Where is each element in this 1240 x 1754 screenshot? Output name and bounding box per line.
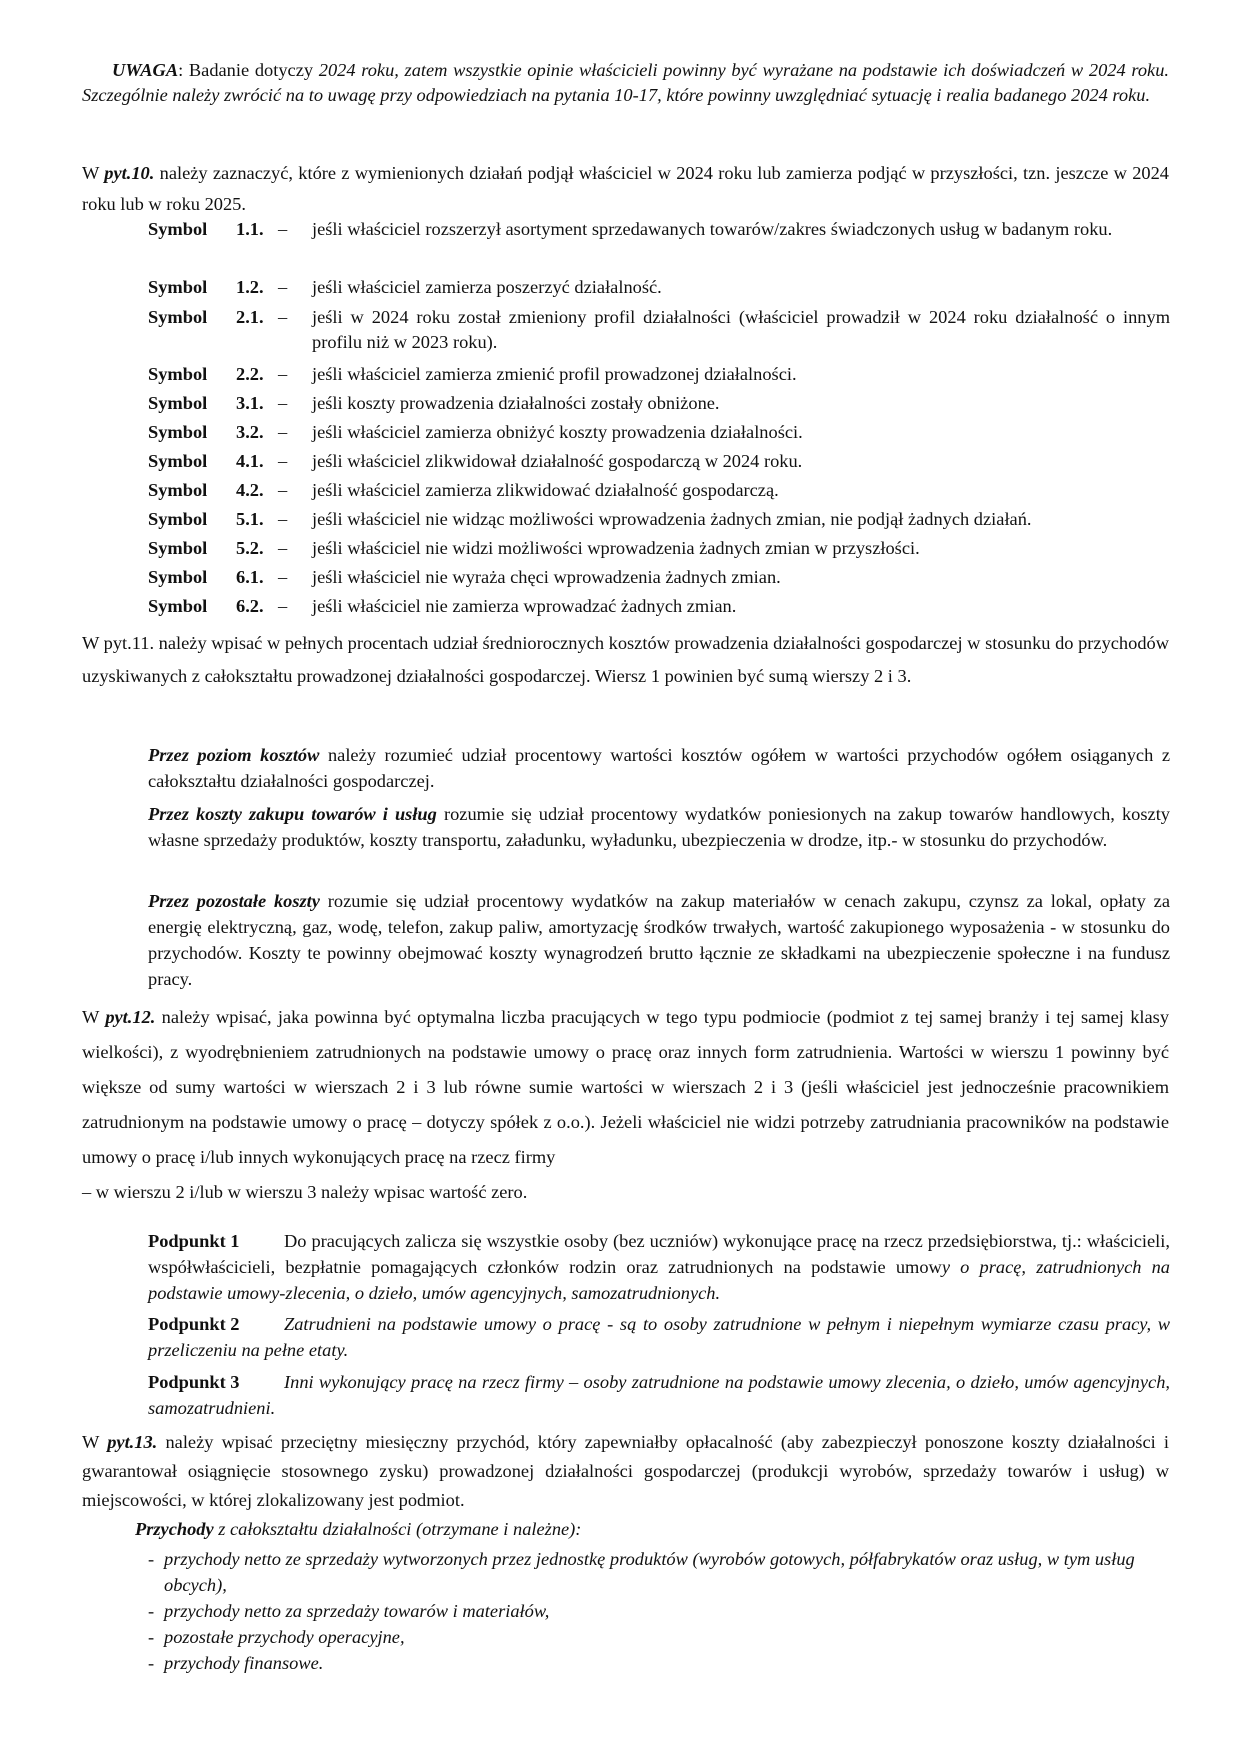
symbol-text: jeśli właściciel zamierza obniżyć koszty prowadzenia działalności.	[312, 422, 803, 442]
symbol-code: 6.2.	[236, 596, 264, 616]
q13-paragraph	[82, 1428, 1169, 1515]
income-dash: -	[148, 1601, 155, 1621]
definition-term: Przez koszty zakupu towarów i usług	[148, 804, 437, 824]
symbol-dash: –	[278, 509, 288, 529]
podpunkt-label: Podpunkt 1	[148, 1231, 240, 1251]
symbol-dash: –	[278, 596, 288, 616]
symbol-label: Symbol	[148, 509, 208, 529]
intro-text: : Badanie dotyczy	[178, 60, 319, 80]
symbol-label: Symbol	[148, 307, 208, 327]
symbol-label: Symbol	[148, 219, 208, 239]
symbol-label: Symbol	[148, 480, 208, 500]
q12-paragraph	[82, 1000, 1169, 1210]
symbol-label: Symbol	[148, 596, 208, 616]
podpunkt-label: Podpunkt 3	[148, 1372, 240, 1392]
q11-paragraph: W pyt.11. należy wpisać w pełnych procentach udział średniorocznych kosztów prowadzenia działalności gospodarczej w stosunku do przychodów uzyskiwanych z całokształtu prowadzonej działalności gospodarczej. Wiersz 1 powinien być sumą wierszy 2 i 3.	[82, 633, 1169, 686]
income-dash: -	[148, 1653, 155, 1673]
q13-pre: W	[82, 1432, 108, 1452]
symbol-code: 3.2.	[236, 422, 264, 442]
symbol-code: 1.1.	[236, 219, 264, 239]
q12-pre: W	[82, 1007, 106, 1027]
symbol-text: jeśli właściciel zamierza zmienić profil prowadzonej działalności.	[312, 364, 797, 384]
symbol-text: jeśli właściciel rozszerzył asortyment sprzedawanych towarów/zakres świadczonych usług w badanym roku.	[312, 219, 1113, 239]
symbol-code: 5.1.	[236, 509, 264, 529]
income-dash: -	[148, 1627, 155, 1647]
symbol-code: 4.1.	[236, 451, 264, 471]
income-item	[148, 1650, 1168, 1676]
symbol-label: Symbol	[148, 538, 208, 558]
q10-ref: pyt.10.	[104, 163, 155, 183]
podpunkt-italic: Inni wykonujący pracę na rzecz firmy – osoby zatrudnione na podstawie umowy zlecenia, o dzieło, umów agencyjnych, samozatrudnieni.	[148, 1372, 1170, 1418]
podpunkt-label: Podpunkt 2	[148, 1314, 240, 1334]
income-item-text: przychody netto ze sprzedaży wytworzonych przez jednostkę produktów (wyrobów gotowych, półfabrykatów oraz usług, w tym usług obcych),	[164, 1549, 1135, 1595]
definition-term: Przez poziom kosztów	[148, 745, 320, 765]
income-term: Przychody	[135, 1519, 214, 1539]
symbol-code: 2.2.	[236, 364, 264, 384]
symbol-label: Symbol	[148, 277, 208, 297]
podpunkt	[148, 1228, 1170, 1306]
symbol-dash: –	[278, 393, 288, 413]
income-text: z całokształtu działalności (otrzymane i należne):	[213, 1519, 582, 1539]
q10-paragraph	[82, 158, 1169, 220]
q10-text: należy zaznaczyć, które z wymienionych działań podjął właściciel w 2024 roku lub zamierza podjąć w przyszłości, tzn. jeszcze w 2024 roku lub w roku 2025.	[82, 163, 1170, 214]
podpunkt-text: Do pracujących zalicza się wszystkie osoby (bez uczniów) wykonujące pracę na rzecz przedsiębiorstwa, tj.: właścicieli, współwłaścicieli, bezpłatnie pomagających członków rodzin oraz zatrudnionych na podstawie umow	[148, 1231, 1170, 1277]
intro-paragraph	[82, 58, 1169, 108]
symbol-label: Symbol	[148, 393, 208, 413]
podpunkt-italic: y o pracę, zatrudnionych na podstawie umowy-zlecenia, o dzieło, umów agencyjnych, samozatrudnionych.	[148, 1257, 1171, 1303]
income-item-text: przychody netto za sprzedaży towarów i materiałów,	[164, 1601, 550, 1621]
podpunkt	[148, 1369, 1170, 1421]
intro-italic: 2024 roku, zatem wszystkie opinie właścicieli powinny być wyrażane na podstawie ich doświadczeń w 2024 roku. Szczególnie należy zwrócić na to uwagę przy odpowiedziach na pytania 10-17, które powinny uwzględniać sytuację i realia badanego 2024 roku.	[82, 60, 1169, 105]
symbol-code: 1.2.	[236, 277, 264, 297]
symbol-label: Symbol	[148, 364, 208, 384]
symbol-text: jeśli właściciel zamierza poszerzyć działalność.	[312, 277, 662, 297]
symbol-dash: –	[278, 451, 288, 471]
symbol-text: jeśli koszty prowadzenia działalności zostały obniżone.	[312, 393, 720, 413]
symbol-text: jeśli w 2024 roku został zmieniony profil działalności (właściciel prowadził w 2024 roku działalność o innym profilu niż w 2023 roku).	[312, 307, 1170, 352]
symbol-dash: –	[278, 307, 288, 327]
symbol-label: Symbol	[148, 422, 208, 442]
symbol-code: 2.1.	[236, 307, 264, 327]
income-item-text: pozostałe przychody operacyjne,	[164, 1627, 405, 1647]
symbol-dash: –	[278, 422, 288, 442]
symbol-dash: –	[278, 567, 288, 587]
q13-text: należy wpisać przeciętny miesięczny przychód, który zapewniałby opłacalność (aby zabezpieczył ponoszone koszty działalności i gwarantował osiągnięcie stosownego zysku) prowadzonej działalności gospodarczej (produkcji wyrobów, sprzedaży towarów i usług) w miejscowości, w której zlokalizowany jest podmiot.	[82, 1432, 1170, 1510]
definition-text: rozumie się udział procentowy wydatków poniesionych na zakup towarów handlowych, koszty własne sprzedaży produktów, koszty transportu, załadunku, wyładunku, ubezpieczenia w drodze, itp.- w stosunku do przychodów.	[148, 804, 1171, 850]
cost-definition	[148, 888, 1170, 992]
intro-label: UWAGA	[112, 60, 179, 80]
symbol-dash: –	[278, 219, 288, 239]
symbol-label: Symbol	[148, 451, 208, 471]
symbol-text: jeśli właściciel zamierza zlikwidować działalność gospodarczą.	[312, 480, 779, 500]
symbol-code: 4.2.	[236, 480, 264, 500]
symbol-text: jeśli właściciel zlikwidował działalność gospodarczą w 2024 roku.	[312, 451, 803, 471]
q12-text: należy wpisać, jaka powinna być optymalna liczba pracujących w tego typu podmiocie (podmiot z tej samej branży i tej samej klasy wielkości), z wyodrębnieniem zatrudnionych na podstawie umowy o pracę oraz innych form zatrudnienia. Wartości w wierszu 1 powinny być większe od sumy wartości w wierszach 2 i 3 lub równe sumie wartości w wierszach 2 i 3 (jeśli właściciel jest jednocześnie pracownikiem zatrudnionym na podstawie umowy o pracę – dotyczy spółek z o.o.). Jeżeli właściciel nie widzi potrzeby zatrudniania pracowników na podstawie umowy o pracę i/lub innych wykonujących pracę na rzecz firmy	[82, 1007, 1170, 1167]
q12-last: – w wierszu 2 i/lub w wierszu 3 należy wpisac wartość zero.	[82, 1182, 528, 1202]
income-item-text: przychody finansowe.	[164, 1653, 324, 1673]
symbol-dash: –	[278, 480, 288, 500]
symbol-text: jeśli właściciel nie wyraża chęci wprowadzenia żadnych zmian.	[312, 567, 781, 587]
definition-term: Przez pozostałe koszty	[148, 891, 320, 911]
symbol-text: jeśli właściciel nie widząc możliwości wprowadzenia żadnych zmian, nie podjął żadnych działań.	[312, 509, 1032, 529]
symbol-dash: –	[278, 538, 288, 558]
q10-pre: W	[82, 163, 105, 183]
q12-ref: pyt.12.	[105, 1007, 156, 1027]
symbol-code: 6.1.	[236, 567, 264, 587]
income-item	[148, 1546, 1168, 1598]
symbol-dash: –	[278, 364, 288, 384]
definition-text: należy rozumieć udział procentowy wartości kosztów ogółem w wartości przychodów ogółem osiąganych z całokształtu działalności gospodarczej.	[148, 745, 1170, 791]
podpunkt-italic: Zatrudnieni na podstawie umowy o pracę - są to osoby zatrudnione w pełnym i niepełnym wymiarze czasu pracy, w przeliczeniu na pełne etaty.	[148, 1314, 1170, 1360]
definition-text: rozumie się udział procentowy wydatków na zakup materiałów w cenach zakupu, czynsz za lokal, opłaty za energię elektryczną, gaz, wodę, telefon, zakup paliw, amortyzację środków trwałych, wartość zakupionego wyposażenia - w stosunku do przychodów. Koszty te powinny obejmować koszty wynagrodzeń brutto łącznie ze składkami na ubezpieczenie społeczne i na fundusz pracy.	[148, 891, 1170, 989]
symbol-dash: –	[278, 277, 288, 297]
income-item	[148, 1624, 1168, 1650]
cost-definition	[148, 801, 1170, 853]
q13-ref: pyt.13.	[107, 1432, 158, 1452]
symbol-text: jeśli właściciel nie zamierza wprowadzać żadnych zmian.	[312, 596, 737, 616]
income-dash: -	[148, 1549, 155, 1569]
symbol-code: 5.2.	[236, 538, 264, 558]
income-list	[148, 1546, 1168, 1676]
symbol-code: 3.1.	[236, 393, 264, 413]
income-heading	[135, 1516, 1175, 1542]
symbol-label: Symbol	[148, 567, 208, 587]
cost-definition	[148, 742, 1170, 794]
income-item	[148, 1598, 1168, 1624]
podpunkt	[148, 1311, 1170, 1363]
symbol-text: jeśli właściciel nie widzi możliwości wprowadzenia żadnych zmian w przyszłości.	[312, 538, 920, 558]
